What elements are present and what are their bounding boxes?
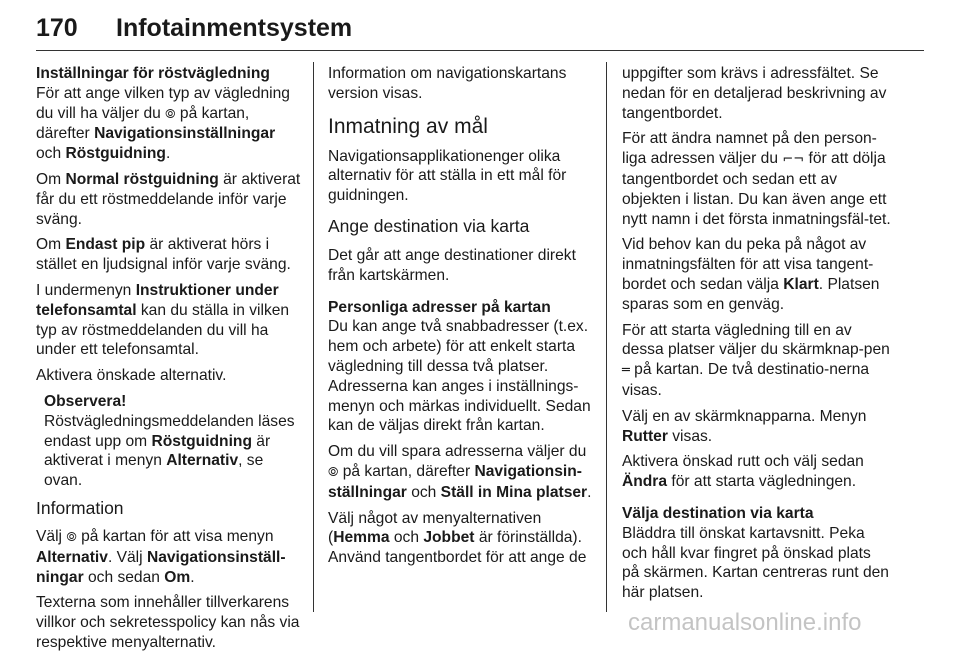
navigation-icon: ⦾: [165, 106, 176, 122]
paragraph-beep-only: Om Endast pip är aktiverat hörs i stället en ljudsignal inför varje sväng.: [36, 236, 291, 274]
paragraph-rename-address: För att ändra namnet på den person-liga adressen väljer du ⌐¬ för att dölja tangentbordet och sedan ett av objekten i listan. Du kan även ange ett nytt namn i det första inmatningsfäl-tet.: [622, 130, 891, 228]
watermark: carmanualsonline.info: [628, 609, 862, 636]
section-title: Infotainmentsystem: [116, 14, 353, 42]
note-title: Observera!: [44, 392, 127, 410]
column-divider-right: [606, 62, 607, 612]
paragraph-info-menu: Välj ⦾ på kartan för att visa menyn Alternativ. Välj Navigationsinställ-ningar och sedan Om.: [36, 527, 286, 586]
paragraph-routes-menu: Välj en av skärmknapparna. Menyn Rutter visas.: [622, 407, 867, 445]
paragraph-scroll-map: Bläddra till önskat kartavsnitt. Peka och håll kvar fingret på önskad plats på skärmen. Kartan centreras runt den här platsen.: [622, 524, 889, 602]
heading-destination-input: Inmatning av mål: [328, 114, 488, 138]
page-number: 170: [36, 14, 78, 42]
navigation-icon: ⦾: [66, 529, 77, 545]
paragraph-activate-options: Aktivera önskade alternativ.: [36, 367, 227, 385]
header-rule: [36, 50, 924, 51]
paragraph-address-field: uppgifter som krävs i adressfältet. Se nedan för en detaljerad beskrivning av tangentbordet.: [622, 65, 887, 122]
paragraph-change-route: Aktivera önskad rutt och välj sedan Ändra för att starta vägledningen.: [622, 453, 864, 491]
destinations-icon: ═: [622, 363, 630, 379]
paragraph-save-addresses: Om du vill spara adresserna väljer du ⦾ på kartan, därefter Navigationsin-ställningar och Ställ in Mina platser.: [328, 443, 592, 501]
paragraph-nav-app-options: Navigationsapplikationenger olika alternativ för att ställa in ett mål för guidningen.: [328, 147, 567, 205]
paragraph-start-guidance: För att starta vägledning till en av dessa platser väljer du skärmknap-pen ═ på kartan. De två destinatio-nerna visas.: [622, 321, 890, 399]
column-divider-left: [313, 62, 314, 612]
paragraph-guidance-type: För att ange vilken typ av vägledning du vill ha väljer du ⦾ på kartan, därefter Navigationsinställningar och Röstguidning.: [36, 84, 290, 163]
paragraph-menu-choice: Välj något av menyalternativen (Hemma och Jobbet är förinställda). Använd tangentbordet för att ange de: [328, 509, 587, 567]
column-3: [622, 64, 892, 609]
note-box: [36, 392, 304, 491]
paragraph-map-version: Information om navigationskartans version visas.: [328, 65, 567, 102]
paragraph-normal-voice: Om Normal röstguidning är aktiverat får du ett röstmeddelande inför varje sväng.: [36, 170, 301, 228]
paragraph-direct-destination: Det går att ange destinationer direkt från kartskärmen.: [328, 246, 576, 284]
paragraph-phone-call-instructions: I undermenyn Instruktioner under telefonsamtal kan du ställa in vilken typ av röstmeddelanden du vill ha under ett telefonsamtal.: [36, 281, 290, 359]
heading-information: Information: [36, 497, 124, 518]
note-text: Röstvägledningsmeddelanden läses endast upp om Röstguidning är aktiverat i menyn Alternativ, se ovan.: [44, 412, 295, 490]
heading-destination-via-map: Ange destination via karta: [328, 215, 530, 236]
paragraph-shortcut-addresses: Du kan ange två snabbadresser (t.ex. hem och arbete) för att enkelt starta vägledning till dessa två platser. Adresserna kan anges i inställnings-menyn och märkas individuellt. Sedan kan de väljas direkt från kartan.: [328, 318, 591, 435]
paragraph-save-shortcut: Vid behov kan du peka på något av inmatningsfälten för att visa tangent-bordet och sedan välja Klart. Platsen sparas som en genväg.: [622, 236, 880, 313]
paragraph-terms-privacy: Texterna som innehåller tillverkarens villkor och sekretesspolicy kan nås via respektive menyalternativ.: [36, 594, 300, 651]
heading-voice-guidance-settings: Inställningar för röstvägledning: [36, 65, 270, 82]
column-2: [328, 64, 596, 574]
heading-personal-addresses: Personliga adresser på kartan: [328, 298, 551, 316]
hide-keyboard-icon: ⌐¬: [782, 152, 805, 168]
column-1: [36, 64, 304, 659]
heading-select-destination-map: Välja destination via karta: [622, 504, 814, 522]
navigation-icon: ⦾: [328, 464, 339, 480]
page-header: [36, 0, 924, 52]
